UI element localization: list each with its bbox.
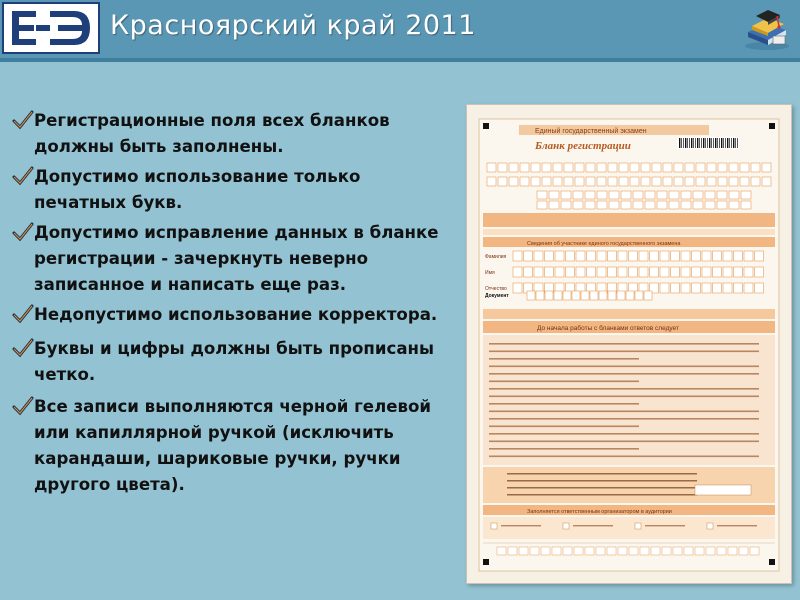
list-item — [10, 302, 450, 328]
form-row-surname: Фамилия — [485, 254, 507, 260]
list-item — [10, 394, 450, 498]
rules-list — [10, 108, 450, 504]
form-row-name: Имя — [485, 270, 495, 276]
checkmark-icon — [12, 338, 34, 358]
logo-text: ЕЭ — [51, 32, 60, 38]
form-section-participant: Сведения об участнике единого государственного экзамена — [527, 241, 681, 247]
checkmark-icon — [12, 222, 34, 242]
rule-text-1: Регистрационные поля всех бланков должны быть заполнены. — [34, 111, 390, 156]
rule-text-4: Недопустимо использование корректора. — [34, 305, 438, 324]
header-bar — [0, 0, 800, 58]
list-item — [10, 108, 450, 160]
ege-logo-icon — [4, 4, 98, 52]
education-books-icon — [742, 6, 792, 52]
list-item — [10, 164, 450, 216]
form-row-patronymic: Отчество — [485, 286, 507, 292]
form-section-before: До начала работы с бланками ответов следует — [537, 325, 679, 332]
rule-text-2: Допустимо использование только печатных букв. — [34, 167, 361, 212]
checkmark-icon — [12, 396, 34, 416]
checkmark-icon — [12, 110, 34, 130]
form-title: Бланк регистрации — [535, 140, 631, 152]
form-section-organizer: Заполняется ответственным организатором в аудитории — [527, 509, 672, 515]
form-row-document: Документ — [485, 293, 509, 299]
registration-form-image — [466, 104, 792, 584]
rule-text-5: Буквы и цифры должны быть прописаны четко. — [34, 339, 435, 384]
form-top-caption: Единый государственный экзамен — [535, 128, 647, 135]
page-title: Красноярский край 2011 — [110, 10, 476, 41]
checkmark-icon — [12, 304, 34, 324]
rule-text-6: Все записи выполняются черной гелевой или капиллярной ручкой (исключить карандаши, шариковые ручки, ручки другого цвета). — [34, 397, 432, 494]
header-stripe — [0, 58, 800, 62]
checkmark-icon — [12, 166, 34, 186]
registration-form-svg — [467, 105, 791, 583]
list-item — [10, 336, 450, 388]
ege-logo — [2, 2, 100, 54]
list-item — [10, 220, 450, 298]
rule-text-3: Допустимо исправление данных в бланке регистрации - зачеркнуть неверно записанное и написать еще раз. — [34, 223, 439, 294]
